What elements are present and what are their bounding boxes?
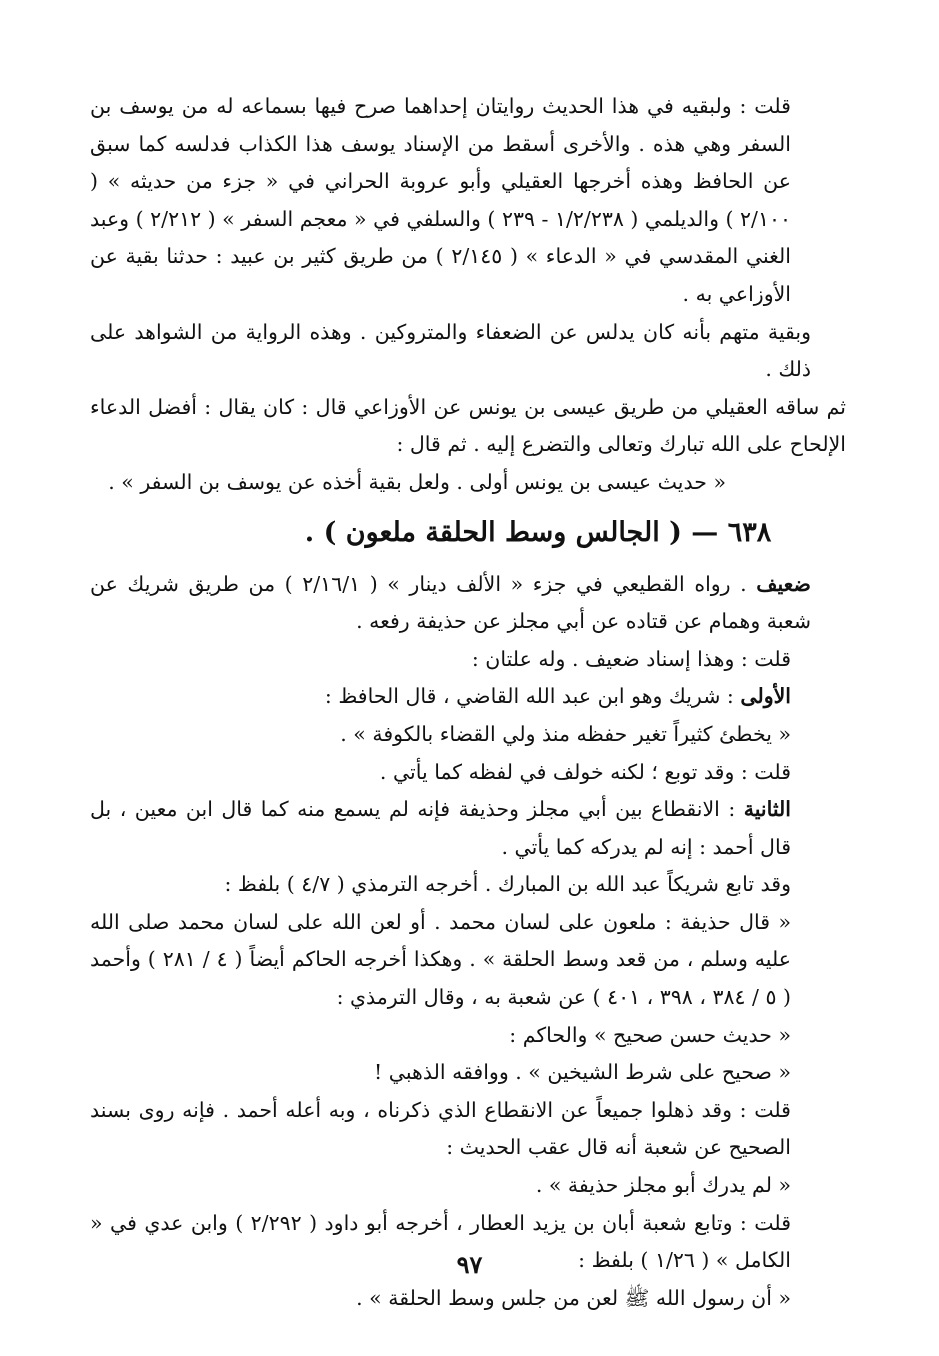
section-paragraph-4: قلت : وقد توبع ؛ لكنه خولف في لفظه كما يأتي . [379,759,791,784]
second-defect-label: الثانية [743,797,791,822]
section-paragraph-1 [90,566,846,641]
quote-1: « حديث عيسى بن يونس أولى . ولعل بقية أخذه عن يوسف بن السفر » . [108,469,726,494]
quote-6: « لم يدرك أبو مجلز حذيفة » . [535,1173,791,1198]
section-paragraph-3 [90,678,846,716]
section-paragraph-8: قلت : وتابع شعبة أبان بن يزيد العطار ، أخرجه أبو داود ( ٢/٢٩٢ ) وابن عدي في « الكامل » ( ١/٢٦ ) بلفظ : [90,1210,792,1273]
paragraph-3: ثم ساقه العقيلي من طريق عيسى بن يونس عن الأوزاعي قال : كان يقال : أفضل الدعاء الإلحاح على الله تبارك وتعالى والتضرع إليه . ثم قال : [90,394,846,457]
first-defect-label: الأولى [740,684,791,709]
page-body [90,88,846,1310]
paragraph-2: وبقية متهم بأنه كان يدلس عن الضعفاء والمتروكين . وهذه الرواية من الشواهد على ذلك . [90,319,811,382]
page-number: ٩٧ [456,1250,483,1279]
grade-label: ضعيف [756,571,811,596]
paragraph-1: قلت : ولبقيه في هذا الحديث روايتان إحداهما صرح فيها بسماعه له من يوسف بن السفر وهي هذه . والأخرى أسقط من الإسناد يوسف هذا الكذاب فدلسه كما سبق عن الحافظ وهذه أخرجها العقيلي وأبو عروبة الحراني في « جزء من حديثه » ( ٢/١٠٠ ) والديلمي ( ١/٢/٢٣٨ - ٢٣٩ ) والسلفي في « معجم السفر » ( ٢/٢١٢ ) وعبد الغني المقدسي في « الدعاء » ( ٢/١٤٥ ) من طريق كثير بن عبيد : حدثنا بقية عن الأوزاعي به . [90,94,791,306]
quote-7: « أن رسول الله ﷺ لعن من جلس وسط الحلقة » . [356,1285,791,1310]
section-paragraph-1-text: . رواه القطيعي في جزء « الألف دينار » ( ٢/١٦/١ ) من طريق شريك عن شعبة وهمام عن قتاده عن أبي مجلز عن حذيفة رفعه . [90,571,811,634]
section-paragraph-3-text: : شريك وهو ابن عبد الله القاضي ، قال الحافظ : [324,684,734,709]
section-paragraph-6: وقد تابع شريكاً عبد الله بن المبارك . أخرجه الترمذي ( ٤/٧ ) بلفظ : [224,872,791,897]
section-paragraph-5-text: : الانقطاع بين أبي مجلز وحذيفة فإنه لم يسمع منه كما قال ابن معين ، بل قال أحمد : إنه لم يدركه كما يأتي . [90,797,791,859]
quote-3: « قال حذيفة : ملعون على لسان محمد . أو لعن الله على لسان محمد صلى الله عليه وسلم ، من قعد وسط الحلقة » . وهكذا أخرجه الحاكم أيضاً ( ٤ / ٢٨١ ) وأحمد ( ٥ / ٣٨٤ ، ٣٩٨ ، ٤٠١ ) عن شعبة به ، وقال الترمذي : [90,909,791,1010]
section-paragraph-2: قلت : وهذا إسناد ضعيف . وله علتان : [471,646,791,671]
section-paragraph-7: قلت : وقد ذهلوا جميعاً عن الانقطاع الذي ذكرناه ، وبه أعله أحمد . فإنه روى بسند الصحيح عن شعبة أنه قال عقب الحديث : [90,1097,791,1160]
hadith-heading: ٦٣٨ — ( الجالس وسط الحلقة ملعون ) . [304,516,772,548]
quote-5: « صحيح على شرط الشيخين » . ووافقه الذهبي ! [374,1060,791,1085]
quote-4: « حديث حسن صحيح » والحاكم : [509,1022,791,1047]
quote-2: « يخطئ كثيراً تغير حفظه منذ ولي القضاء بالكوفة » . [340,721,791,746]
section-paragraph-5 [90,791,846,866]
